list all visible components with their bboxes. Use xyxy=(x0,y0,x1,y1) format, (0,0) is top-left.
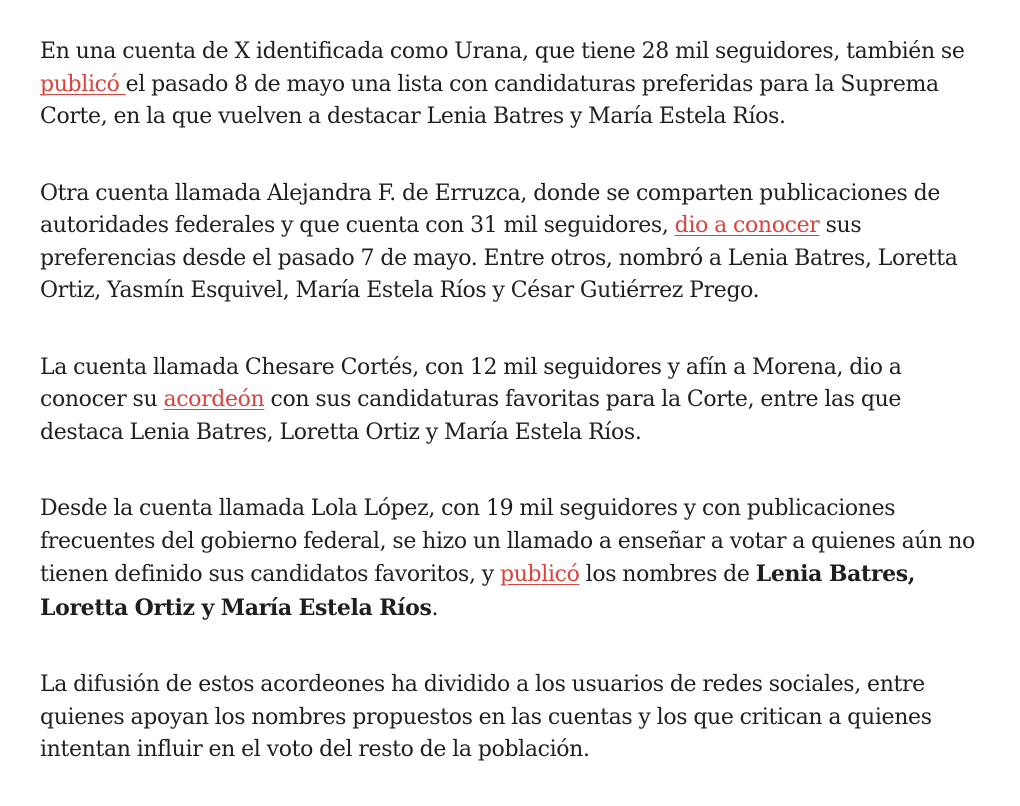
link-publico-urana[interactable]: publicó xyxy=(40,71,126,97)
bold-names: Lenia Batres, Loretta Ortiz y María Estela Ríos xyxy=(40,561,916,621)
paragraph-text: con sus candidaturas favoritas para la Corte, entre las que destaca Lenia Batres, Loretta Ortiz y María Estela Ríos. xyxy=(40,387,902,445)
paragraph-difusion xyxy=(40,669,980,767)
paragraph-alejandra xyxy=(40,178,980,308)
paragraph-text: Desde la cuenta llamada Lola López, con 19 mil seguidores y con publicaciones frecuentes del gobierno federal, se hizo un llamado a enseñar a votar a quienes aún no tienen definido sus candidatos favoritos, y xyxy=(40,496,975,587)
paragraph-urana xyxy=(40,36,980,134)
paragraph-text: La cuenta llamada Chesare Cortés, con 12 mil seguidores y afín a Morena, dio a conocer su xyxy=(40,354,902,412)
link-publico-lola[interactable]: publicó xyxy=(499,562,580,587)
paragraph-chesare xyxy=(40,352,980,450)
paragraph-text: La difusión de estos acordeones ha dividido a los usuarios de redes sociales, entre quienes apoyan los nombres propuestos en las cuentas y los que critican a quienes intentan influir en el voto del resto de la población. xyxy=(40,672,932,762)
link-dio-a-conocer[interactable]: dio a conocer xyxy=(674,213,820,238)
paragraph-text: el pasado 8 de mayo una lista con candidaturas preferidas para la Suprema Corte, en la que vuelven a destacar Lenia Batres y María Estela Ríos. xyxy=(40,71,939,129)
paragraph-text: . xyxy=(431,595,439,621)
paragraph-lola xyxy=(40,493,980,625)
paragraph-text: sus preferencias desde el pasado 7 de mayo. Entre otros, nombró a Lenia Batres, Loretta Ortiz, Yasmín Esquivel, María Estela Ríos y César Gutiérrez Prego. xyxy=(40,213,958,303)
link-acordeon[interactable]: acordeón xyxy=(163,387,265,412)
paragraph-text: Otra cuenta llamada Alejandra F. de Erruzca, donde se comparten publicaciones de autoridades federales y que cuenta con 31 mil seguidores, xyxy=(40,180,941,238)
paragraph-text: En una cuenta de X identificada como Urana, que tiene 28 mil seguidores, también se xyxy=(40,39,965,64)
paragraph-text: los nombres de xyxy=(579,562,756,587)
